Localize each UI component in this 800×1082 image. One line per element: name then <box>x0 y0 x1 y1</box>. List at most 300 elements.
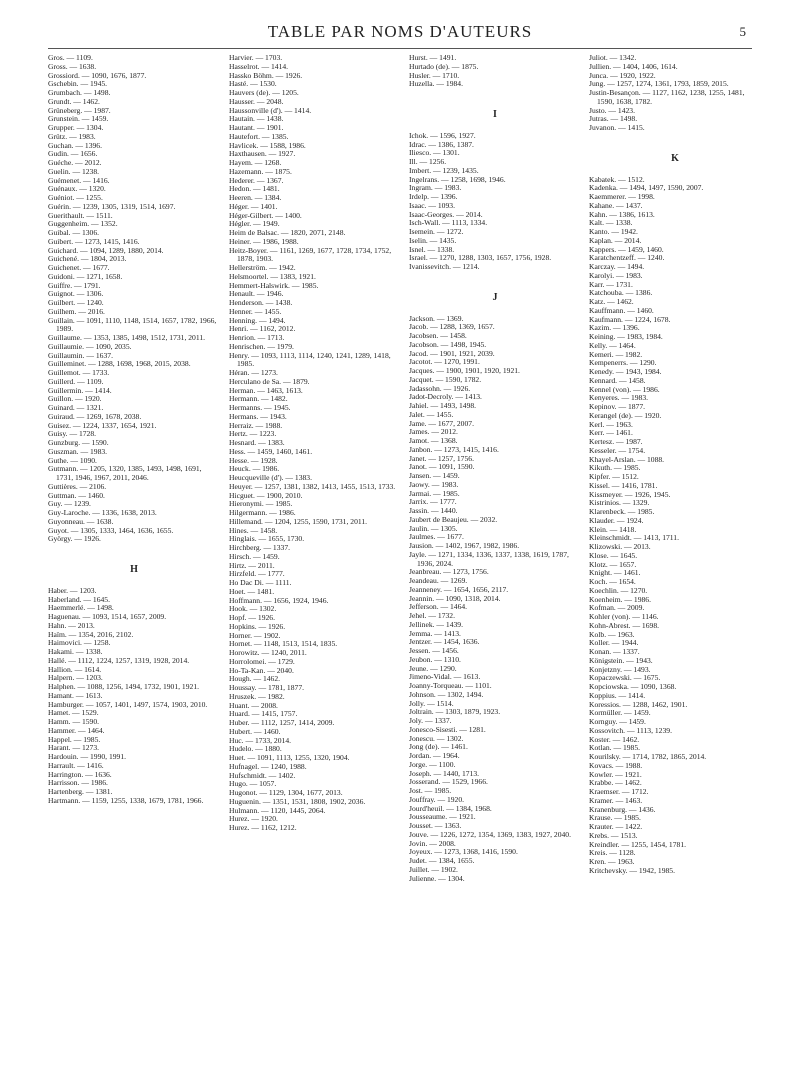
index-entry: Harrisson. — 1986. <box>48 778 108 788</box>
index-entry: Guibert. — 1273, 1415, 1416. <box>48 236 140 246</box>
index-entry: Kempenerrs. — 1290. <box>589 358 657 368</box>
index-entry: Halphen. — 1088, 1256, 1494, 1732, 1901, 1921. <box>48 682 200 691</box>
index-entry: Huant. — 2008. <box>229 700 278 710</box>
index-entry: Kazim. — 1396. <box>589 323 640 333</box>
index-entry: Horner. — 1902. <box>229 630 281 640</box>
index-entry: Guillermin. — 1414. <box>48 385 112 395</box>
index-entry: Henrischen. — 1979. <box>229 341 294 351</box>
index-entry: Krabbe. — 1462. <box>589 778 642 788</box>
index-entry: Guilbert. — 1240. <box>48 298 104 307</box>
index-entry: Hasté. — 1530. <box>229 79 277 89</box>
index-entry: Jeanbreau. — 1273, 1756. <box>409 567 489 577</box>
index-entry: Haïm. — 1354, 2016, 2102. <box>48 629 134 639</box>
index-entry: Klizowski. — 2013. <box>589 542 651 551</box>
index-entry: Heucqueville (d'). — 1383. <box>229 473 312 482</box>
index-entry: Guillon. — 1920. <box>48 394 102 404</box>
index-entry: Jassin. — 1440. <box>409 506 458 515</box>
index-entry: Jeandeau. — 1269. <box>409 576 468 585</box>
index-entry: Knight. — 1461. <box>589 568 641 578</box>
index-entry: Jimeno-Vidal. — 1613. <box>409 672 481 682</box>
index-entry: Kalt. — 1338. <box>589 218 633 228</box>
index-entry: Koenheim. — 1986. <box>589 594 652 604</box>
index-entry: Hirchberg. — 1337. <box>229 543 291 552</box>
index-entry: Kovacs. — 1988. <box>589 760 643 770</box>
index-entry: Hugo. — 1057. <box>229 779 277 789</box>
index-entry: Julienne. — 1304. <box>409 873 465 883</box>
section-letter: I <box>493 109 497 120</box>
index-entry: Krauter. — 1422. <box>589 822 643 831</box>
index-entry: Ingram. — 1983. <box>409 183 462 193</box>
index-entry: Kauffmann. — 1460. <box>589 305 654 315</box>
index-entry: Guillerd. — 1109. <box>48 376 104 386</box>
index-entry: Jullien. — 1404, 1406, 1614. <box>589 61 678 71</box>
index-entry: Kipfer. — 1512. <box>589 472 639 481</box>
index-entry: Kohler (von). — 1146. <box>589 612 659 621</box>
index-entry: Hinglais. — 1655, 1730. <box>229 534 305 544</box>
index-entry: Héger. — 1401. <box>229 201 278 211</box>
index-column-4 <box>589 54 761 876</box>
index-entry: Klotz. — 1657. <box>589 559 637 569</box>
index-entry: Héran. — 1273. <box>229 368 278 377</box>
index-entry: Hulmann. — 1120, 1445, 2064. <box>229 805 326 815</box>
index-entry: Guchan. — 1396. <box>48 140 102 150</box>
index-entry: Jellinek. — 1439. <box>409 619 463 629</box>
index-entry: Heitz-Boyer. — 1161, 1269, 1677, 1728, 1734, 1752, 1878, 1903. <box>229 245 392 264</box>
index-entry: Jorge. — 1100. <box>409 759 456 769</box>
index-entry: Guénaux. — 1320. <box>48 184 106 194</box>
index-entry: Hopkins. — 1926. <box>229 621 286 631</box>
index-entry: Kornguy. — 1459. <box>589 717 646 726</box>
index-entry: Guy-Laroche. — 1336, 1638, 2013. <box>48 508 157 517</box>
index-entry: Hurez. — 1920. <box>229 814 278 824</box>
index-entry: Kepinov. — 1877. <box>589 402 646 411</box>
index-entry: Jonescu. — 1302. <box>409 733 464 743</box>
index-entry: Kertesz. — 1987. <box>589 437 643 446</box>
index-entry: Hautant. — 1901. <box>229 123 284 132</box>
index-entry: Grundt. — 1462. <box>48 96 100 106</box>
index-column-2 <box>229 54 401 833</box>
index-entry: Gunzburg. — 1590. <box>48 438 109 447</box>
index-entry: Hauvers (de). — 1205. <box>229 88 299 97</box>
index-entry: Hines. — 1458. <box>229 525 278 535</box>
index-entry: Guichard. — 1094, 1289, 1880, 2014. <box>48 245 164 255</box>
index-entry: Hasselrot. — 1414. <box>229 61 289 71</box>
index-entry: Jacquet. — 1590, 1782. <box>409 374 482 384</box>
index-entry: Horrolomei. — 1729. <box>229 656 295 666</box>
index-entry: Jaubert de Beaujeu. — 2032. <box>409 514 498 524</box>
index-entry: Karatchentzeff. — 1240. <box>589 253 665 263</box>
index-entry: Henderson. — 1438. <box>229 298 293 307</box>
index-entry: Henning. — 1494. <box>229 315 286 325</box>
index-entry: Ivanissevitch. — 1214. <box>409 262 480 271</box>
index-entry: Haber. — 1203. <box>48 585 97 595</box>
index-entry: Iliesco. — 1301. <box>409 148 460 158</box>
index-entry: Kaemmerer. — 1998. <box>589 192 655 201</box>
index-entry: Jahiel. — 1493, 1498. <box>409 401 477 410</box>
index-entry: Guillaume. — 1353, 1385, 1498, 1512, 1731, 2011. <box>48 333 206 342</box>
index-entry: Jacod. — 1901, 1921, 2039. <box>409 348 495 358</box>
index-entry: Hess. — 1459, 1460, 1461. <box>229 446 313 456</box>
index-entry: Jarrix. — 1777. <box>409 497 457 507</box>
index-entry: Hellerström. — 1942. <box>229 263 296 272</box>
index-entry: Klarenbeck. — 1985. <box>589 507 655 516</box>
index-entry: Kossovitch. — 1113, 1239. <box>589 725 672 735</box>
index-entry: Justo. — 1423. <box>589 105 635 115</box>
index-entry: Jacques. — 1900, 1901, 1920, 1921. <box>409 366 520 375</box>
index-entry: Jackson. — 1369. <box>409 313 464 323</box>
section-letter: J <box>492 291 498 303</box>
index-entry: Hartmann. — 1159, 1255, 1338, 1679, 1781, 1966. <box>48 795 204 805</box>
index-entry: Jonesco-Sisesti. — 1281. <box>409 724 486 734</box>
index-entry: Hakami. — 1338. <box>48 647 103 656</box>
index-entry: Guilleminet. — 1288, 1698, 1968, 2015, 2038. <box>48 359 191 369</box>
index-entry: Kenedy. — 1943, 1984. <box>589 367 662 376</box>
index-entry: Kopaczewski. — 1675. <box>589 673 661 683</box>
index-entry: Jadot-Decroly. — 1413. <box>409 392 482 402</box>
index-entry: Jeune. — 1290. <box>409 663 457 673</box>
index-entry: Kofman. — 2009. <box>589 603 645 613</box>
index-entry: Huard. — 1415, 1757. <box>229 709 298 719</box>
index-entry: Guyot. — 1305, 1333, 1464, 1636, 1655. <box>48 525 174 535</box>
index-entry: Jalet. — 1455. <box>409 409 454 419</box>
index-entry: Huet. — 1091, 1113, 1255, 1320, 1904. <box>229 753 350 762</box>
index-entry: Hamburger. — 1057, 1401, 1497, 1574, 1903, 2010. <box>48 699 208 709</box>
index-entry: Guéche. — 2012. <box>48 158 102 167</box>
index-entry: Hermans. — 1943. <box>229 411 287 421</box>
index-entry: Hayem. — 1268. <box>229 158 282 167</box>
index-entry: Hautain. — 1438. <box>229 114 284 124</box>
index-entry: Guttman. — 1460. <box>48 490 105 500</box>
index-entry: Irdelp. — 1396. <box>409 192 458 201</box>
index-entry: Hazemann. — 1875. <box>229 166 292 176</box>
index-entry: Hruszek. — 1982. <box>229 691 285 701</box>
index-entry: Jarmai. — 1985. <box>409 488 460 498</box>
index-entry: Ingelrans. — 1258, 1698, 1946. <box>409 174 506 184</box>
index-entry: Krebs. — 1513. <box>589 830 638 840</box>
index-entry: Jadassohn. — 1926. <box>409 383 471 393</box>
index-entry: Guilhem. — 2016. <box>48 306 105 316</box>
index-entry: Idrac. — 1386, 1387. <box>409 139 474 149</box>
index-entry: Huber. — 1112, 1257, 1414, 2009. <box>229 718 335 727</box>
index-entry: James. — 2012. <box>409 427 458 437</box>
index-entry: Jaulmes. — 1677. <box>409 532 464 542</box>
index-entry: Konan. — 1337. <box>589 647 640 656</box>
index-entry: Keining. — 1983, 1984. <box>589 332 663 341</box>
index-entry: Klose. — 1645. <box>589 550 638 560</box>
index-entry: Guillaumin. — 1637. <box>48 350 113 360</box>
index-entry: Kabatek. — 1512. <box>589 174 645 184</box>
index-entry: Jehel. — 1732. <box>409 611 455 620</box>
index-entry: Gutmann. — 1205, 1320, 1385, 1493, 1498, 1691, 1731, 1946, 1967, 2011, 2046. <box>48 464 202 482</box>
index-entry: Kranenburg. — 1436. <box>589 804 656 814</box>
index-entry: Hamant. — 1613. <box>48 690 103 700</box>
index-entry: Katz. — 1462. <box>589 297 634 306</box>
index-entry: Hudelo. — 1880. <box>229 744 282 754</box>
index-entry: Grumbach. — 1498. <box>48 88 111 97</box>
index-entry: Janbon. — 1273, 1415, 1416. <box>409 444 499 454</box>
index-entry: Justin-Besançon. — 1127, 1162, 1238, 1255, 1481, 1590, 1638, 1782. <box>589 88 745 106</box>
index-entry: Kesseler. — 1754. <box>589 445 646 455</box>
index-entry: Harrault. — 1416. <box>48 760 104 770</box>
index-entry: Hahn. — 2013. <box>48 620 95 630</box>
index-entry: Hautefort. — 1385. <box>229 131 289 141</box>
index-entry: Hassko Böhm. — 1926. <box>229 70 303 80</box>
index-entry: Guggenheim. — 1352. <box>48 219 118 229</box>
index-entry: Guthe. — 1090. <box>48 455 97 465</box>
index-entry: Guszman. — 1983. <box>48 446 108 456</box>
index-entry: Kerr. — 1461. <box>589 428 633 438</box>
index-entry: Khayel-Arslan. — 1088. <box>589 454 665 464</box>
index-entry: Isaac. — 1093. <box>409 200 455 210</box>
index-entry: Harant. — 1273. <box>48 743 100 753</box>
index-entry: Kreindler. — 1255, 1454, 1781. <box>589 839 687 849</box>
index-entry: Kopciowska. — 1090, 1368. <box>589 682 677 691</box>
index-entry: Guerithault. — 1511. <box>48 210 113 220</box>
index-entry: Kelly. — 1464. <box>589 340 636 350</box>
index-entry: Harrington. — 1636. <box>48 769 112 779</box>
index-entry: Jemma. — 1413. <box>409 628 461 638</box>
index-entry: Guy. — 1239. <box>48 499 91 509</box>
index-entry: Kaufmann. — 1224, 1678. <box>589 314 671 324</box>
index-entry: Jame. — 1677, 2007. <box>409 418 474 428</box>
index-entry: Koster. — 1462. <box>589 734 640 744</box>
index-entry: Juvanon. — 1415. <box>589 123 645 132</box>
index-entry: Hurez. — 1162, 1212. <box>229 823 297 832</box>
index-entry: Kennard. — 1458. <box>589 375 646 385</box>
index-column-1 <box>48 54 220 806</box>
index-entry: Grüneberg. — 1987. <box>48 105 111 115</box>
index-entry: Koechlin. — 1270. <box>589 585 648 595</box>
index-entry: Guillemot. — 1733. <box>48 368 110 377</box>
index-entry: Jung. — 1257, 1274, 1361, 1793, 1859, 2015. <box>589 79 729 89</box>
index-entry: Gros. — 1109. <box>48 53 93 62</box>
index-entry: Guisy. — 1728. <box>48 429 97 439</box>
index-entry: Hirtz. — 2011. <box>229 560 275 570</box>
index-entry: Ho Dac Di. — 1111. <box>229 578 292 587</box>
index-entry: Huzella. — 1984. <box>409 79 463 89</box>
index-entry: Koppius. — 1414. <box>589 690 646 700</box>
index-entry: Krause. — 1985. <box>589 813 641 823</box>
index-entry: Herculano de Sa. — 1879. <box>229 376 310 386</box>
index-entry: Heuck. — 1986. <box>229 464 280 474</box>
index-entry: Josserand. — 1529, 1966. <box>409 777 488 787</box>
index-entry: Henry. — 1093, 1113, 1114, 1240, 1241, 1289, 1418, 1985. <box>229 350 391 369</box>
index-entry: Hermanns. — 1945. <box>229 403 291 412</box>
index-entry: Isemein. — 1272. <box>409 227 464 236</box>
index-entry: Juillet. — 1902. <box>409 864 458 874</box>
index-entry: Juliot. — 1342. <box>589 53 637 62</box>
index-entry: Jeanneney. — 1654, 1656, 2117. <box>409 584 509 594</box>
index-entry: Hufschmidt. — 1402. <box>229 770 296 780</box>
index-entry: Hégler. — 1949. <box>229 219 280 229</box>
index-entry: Hemmert-Halswirk. — 1985. <box>229 280 319 290</box>
index-entry: Kramer. — 1463. <box>589 795 643 805</box>
index-entry: Guiffre. — 1791. <box>48 280 101 290</box>
index-entry: Kistrinios. — 1329. <box>589 498 650 508</box>
index-entry: Kormüller. — 1459. <box>589 708 651 718</box>
index-entry: Jourd'heuil. — 1384, 1968. <box>409 803 492 813</box>
index-entry: Klein. — 1418. <box>589 524 637 534</box>
index-entry: Hirsch. — 1459. <box>229 551 280 561</box>
index-entry: Joyeux. — 1273, 1368, 1416, 1590. <box>409 847 518 857</box>
index-entry: Huguenin. — 1351, 1531, 1808, 1902, 2036. <box>229 796 366 806</box>
index-entry: Horowitz. — 1240, 2011. <box>229 648 307 657</box>
index-entry: Jutras. — 1498. <box>589 114 638 124</box>
index-entry: Kraemser. — 1712. <box>589 787 649 796</box>
index-entry: Joseph. — 1440, 1713. <box>409 768 480 778</box>
index-entry: Isnel. — 1338. <box>409 244 455 254</box>
index-entry: Kerl. — 1963. <box>589 419 633 429</box>
index-entry: Henault. — 1946. <box>229 289 284 299</box>
index-entry: Karr. — 1731. <box>589 279 633 289</box>
index-entry: Jansen. — 1459. <box>409 471 460 480</box>
index-entry: Houssay. — 1781, 1877. <box>229 683 305 692</box>
index-entry: Jacotot. — 1270, 1991. <box>409 357 480 367</box>
index-entry: Koller. — 1944. <box>589 638 639 648</box>
index-entry: Jamot. — 1368. <box>409 436 458 445</box>
index-entry: Hammer. — 1464. <box>48 725 105 735</box>
index-entry: Jouve. — 1226, 1272, 1354, 1369, 1383, 1927, 2040. <box>409 829 571 839</box>
index-entry: Gschebin. — 1945. <box>48 79 108 89</box>
index-entry: Hugonot. — 1129, 1304, 1677, 2013. <box>229 788 343 797</box>
index-entry: Guichenet. — 1677. <box>48 263 110 272</box>
index-entry: Hurst. — 1491. <box>409 53 457 62</box>
index-entry: Hartenberg. — 1381. <box>48 787 113 796</box>
index-entry: Jacob. — 1288, 1369, 1657. <box>409 322 495 332</box>
index-entry: Havlicek. — 1588, 1986. <box>229 140 306 150</box>
index-entry: Hurtado (de). — 1875. <box>409 61 479 71</box>
index-entry: Kaplan. — 2014. <box>589 235 642 245</box>
index-entry: Ho-Ta-Kan. — 2040. <box>229 665 294 675</box>
index-entry: Hough. — 1462. <box>229 674 281 684</box>
index-entry: Jousset. — 1363. <box>409 821 462 830</box>
index-entry: Guelin. — 1238. <box>48 166 100 176</box>
index-entry: Hilgermann. — 1986. <box>229 508 296 517</box>
index-entry: Huc. — 1733, 2014. <box>229 735 292 745</box>
index-entry: Iselin. — 1435. <box>409 235 457 245</box>
index-entry: Kolb. — 1963. <box>589 629 635 639</box>
index-entry: Hardouin. — 1990, 1991. <box>48 752 127 761</box>
index-entry: Guisez. — 1224, 1337, 1654, 1921. <box>48 420 157 430</box>
index-entry: Hoet. — 1481. <box>229 586 275 596</box>
index-entry: Kappers. — 1459, 1460. <box>589 244 664 254</box>
index-entry: Haguenau. — 1093, 1514, 1657, 2009. <box>48 612 167 621</box>
index-entry: Jacobson. — 1498, 1945. <box>409 339 487 349</box>
index-entry: Guignot. — 1306. <box>48 289 104 299</box>
index-entry: Kleinschmidt. — 1413, 1711. <box>589 533 679 543</box>
index-entry: Hesse. — 1928. <box>229 455 278 465</box>
index-entry: Guyonneau. — 1638. <box>48 516 114 526</box>
index-entry: Herman. — 1463, 1613. <box>229 385 303 395</box>
index-entry: Kritchevsky. — 1942, 1985. <box>589 865 675 875</box>
index-entry: Joly. — 1337. <box>409 716 452 725</box>
index-entry: Janot. — 1091, 1590. <box>409 462 475 472</box>
index-entry: Katchouba. — 1386. <box>589 288 653 298</box>
index-entry: Jordan. — 1964. <box>409 751 460 760</box>
index-entry: Jeannin. — 1090, 1318, 2014. <box>409 593 501 603</box>
index-entry: Hausser. — 2048. <box>229 96 284 106</box>
index-entry: Israel. — 1270, 1288, 1303, 1657, 1756, 1928. <box>409 253 552 263</box>
index-entry: Karczay. — 1494. <box>589 262 645 271</box>
index-entry: Hermann. — 1482. <box>229 394 288 404</box>
index-entry: Grupper. — 1304. <box>48 123 104 132</box>
index-entry: Guérin. — 1239, 1305, 1319, 1514, 1697. <box>48 201 176 211</box>
index-entry: Hicguet. — 1900, 2010. <box>229 490 303 500</box>
index-entry: Haimovici. — 1258. <box>48 638 111 648</box>
index-entry: Gudin. — 1656. <box>48 149 98 159</box>
index-entry: Karolyi. — 1983. <box>589 270 643 280</box>
index-entry: Kowler. — 1921. <box>589 769 642 779</box>
index-entry: Haussonville (d'). — 1414. <box>229 105 312 115</box>
index-entry: Henner. — 1455. <box>229 306 282 316</box>
index-entry: Koch. — 1654. <box>589 577 636 586</box>
index-entry: Junca. — 1920, 1922. <box>589 70 656 80</box>
index-entry: Ichok. — 1596, 1927. <box>409 130 476 140</box>
index-entry: Guichené. — 1804, 2013. <box>48 254 127 264</box>
index-entry: Guéniot. — 1255. <box>48 193 103 202</box>
index-entry: Grütz. — 1983. <box>48 131 96 141</box>
index-entry: Jefferson. — 1464. <box>409 602 468 612</box>
index-entry: Guémenet. — 1416. <box>48 175 110 185</box>
index-entry: Guillain. — 1091, 1110, 1148, 1514, 1657, 1782, 1966, 1989. <box>48 315 217 334</box>
index-column-3 <box>409 54 581 883</box>
index-entry: Jausion. — 1402, 1967, 1982, 1986. <box>409 541 520 550</box>
index-entry: Kissmeyer. — 1926, 1945. <box>589 489 671 499</box>
index-entry: Gross. — 1638. <box>48 61 97 71</box>
index-entry: Jeubon. — 1310. <box>409 654 461 664</box>
index-entry: Konjetzny. — 1493. <box>589 664 651 674</box>
index-entry: Harvier. — 1703. <box>229 53 283 62</box>
index-entry: Henri. — 1162, 2012. <box>229 324 296 334</box>
index-entry: György. — 1926. <box>48 534 101 544</box>
index-entry: Janet. — 1257, 1756. <box>409 453 474 463</box>
index-entry: Klauder. — 1924. <box>589 515 644 525</box>
index-entry: Jovin. — 2008. <box>409 838 456 848</box>
index-entry: Heim de Balsac. — 1820, 2071, 2148. <box>229 228 346 237</box>
index-entry: Jentzer. — 1454, 1636. <box>409 637 480 647</box>
index-entry: Jayle. — 1271, 1334, 1336, 1337, 1338, 1619, 1787, 1936, 2024. <box>409 549 569 568</box>
index-entry: Guttières. — 2106. <box>48 481 107 491</box>
index-entry: Hoffmann. — 1656, 1924, 1946. <box>229 595 329 605</box>
section-letter: K <box>671 152 679 164</box>
index-entry: Helsmoortel. — 1383, 1921. <box>229 271 316 281</box>
index-entry: Jaowy. — 1983. <box>409 479 459 489</box>
index-entry: Joltrain. — 1303, 1879, 1923. <box>409 707 501 717</box>
index-entry: Heuyer. — 1257, 1381, 1382, 1413, 1455, 1513, 1733. <box>229 481 396 491</box>
index-entry: Jolly. — 1514. <box>409 698 454 708</box>
index-entry: Jousseaume. — 1921. <box>409 812 476 822</box>
index-entry: Kahane. — 1437. <box>589 200 643 210</box>
index-entry: Grossiord. — 1090, 1676, 1877. <box>48 70 147 80</box>
index-entry: Johnson. — 1302, 1494. <box>409 689 484 699</box>
index-entry: Kemeri. — 1982. <box>589 349 643 359</box>
index-entry: Héger-Gilbert. — 1400. <box>229 210 302 220</box>
index-entry: Hopf. — 1926. <box>229 613 275 622</box>
index-entry: Kanto. — 1942. <box>589 227 638 236</box>
index-entry: Joanny-Torqueau. — 1101. <box>409 681 492 690</box>
index-entry: Kadenka. — 1494, 1497, 1590, 2007. <box>589 183 704 193</box>
index-entry: Jaulin. — 1305. <box>409 523 458 533</box>
index-entry: Husler. — 1710. <box>409 70 460 80</box>
index-entry: Haberland. — 1645. <box>48 594 110 604</box>
index-entry: Hallion. — 1614. <box>48 664 102 674</box>
index-entry: Jong (de). — 1461. <box>409 742 468 752</box>
page-title: TABLE PAR NOMS D'AUTEURS <box>267 22 533 41</box>
index-entry: Isch-Wall. — 1113, 1334. <box>409 218 488 228</box>
index-entry: Kennel (von). — 1986. <box>589 384 660 394</box>
index-entry: Ill. — 1256. <box>409 157 447 166</box>
index-entry: Heeren. — 1384. <box>229 193 282 202</box>
